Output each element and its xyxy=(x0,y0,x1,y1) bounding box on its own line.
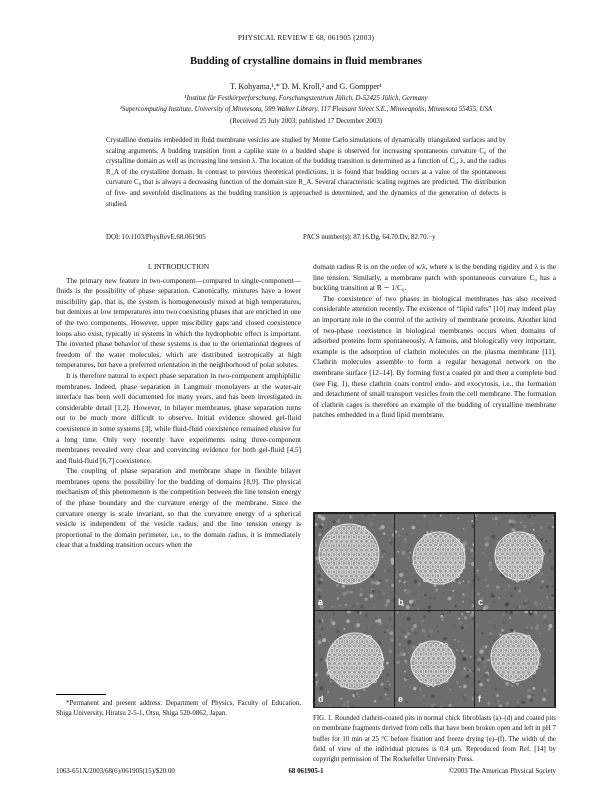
figure-1 xyxy=(313,512,556,796)
footnote: *Permanent and present address: Department of Physics, Faculty of Education, Shiga University, Hiratsu 2-5-1, Otsu, Shiga 520-0862, Japan. xyxy=(56,700,301,718)
micrograph-panel-e xyxy=(395,611,474,707)
panel-label: c xyxy=(478,597,484,607)
doi: DOI: 10.1103/PhysRevE.68.061905 xyxy=(106,234,206,241)
micrograph-panel-c xyxy=(475,514,554,610)
paragraph: The primary new feature in two-component—compared to single-component—fluids is the possibility of phase separation. Canonically, mixtures have a lower miscibility gap, that is, the system is homogeneously mixed at high temperatures, but demixes at low temperatures into two coexisting phases that are enriched in one of the two components. However, upper miscibility gaps and closed coexistence loops also exist, typically in systems in which the hydrophobic effect is important. The inverted phase behavior of these systems is due to the orientational degrees of freedom of the water molecules, which are distributed isotropically at high temperatures, but have a preferred orientation in the neighborhood of polar solutes. xyxy=(56,275,301,370)
affiliation-1: ¹Institut für Festkörperforschung, Forschungszentrum Jülich, D-52425 Jülich, Germany xyxy=(184,95,428,102)
clathrin-pit-image xyxy=(395,611,474,707)
author-list: T. Kohyama,¹,* D. M. Kroll,² and G. Gompper¹ xyxy=(230,82,382,91)
affiliation-2: ²Supercomputing Institute, University of Minnesota, 599 Walter Library, 117 Pleasant Street S.E., Minneapolis, Minnesota 55455, USA xyxy=(119,106,493,113)
micrograph-panel-d xyxy=(315,611,394,707)
micrograph-grid xyxy=(313,512,556,708)
clathrin-pit-image xyxy=(475,514,554,610)
micrograph-panel-b xyxy=(395,514,474,610)
footnote-divider xyxy=(56,694,106,695)
paragraph: The coupling of phase separation and membrane shape in flexible bilayer membranes opens the possibility for the budding of domains [8,9]. The physical mechanism of this phenomenon is the competition between the line tension energy of the phase boundary and the curvature energy of the membrane. Since the curvature energy is scale invariant, so that the curvature energy of a spherical vesicle is independent of the vesicle radius, and the line tension energy is proportional to the domain perimeter, i.e., to the domain radius, it is immediately clear that a budding transition occurs when the xyxy=(56,466,301,550)
panel-label: a xyxy=(318,597,324,607)
micrograph-panel-f xyxy=(475,611,554,707)
abstract: Crystalline domains embedded in fluid membrane vesicles are studied by Monte Carlo simulations of dynamically triangulated surfaces and by scaling arguments. A budding transition from a caplike state to a budded shape is observed for increasing spontaneous curvature C₀ of the crystalline domain as well as increasing line tension λ. The location of the budding transition is determined as a function of C₀, λ, and the radius R_A of the crystalline domain. In contrast to previous theoretical predictions, it is found that budding occurs at a value of the spontaneous curvature C₀ that is always a decreasing function of the domain size R_A. Several characteristic scaling regimes are predicted. The distribution of five- and sevenfold disclinations as the budding transition is approached is determined, and the dynamics of the generation of defects is studied. xyxy=(106,137,506,208)
paper-title: Budding of crystalline domains in fluid membranes xyxy=(190,56,422,67)
panel-label: d xyxy=(318,694,324,704)
panel-label: b xyxy=(398,597,404,607)
section-heading: I. INTRODUCTION xyxy=(147,262,210,271)
figure-caption: FIG. 1. Rounded clathrin-coated pits in normal chick fibroblasts (a)–(d) and coated pits on membrane fragments derived from cells that have been broken open and left in pH 7 buffer for 10 min at 25 °C before fixation and freeze drying (e)–(f). The width of the field of view of the individual pictures is 0.4 μm. Reproduced from Ref. [14] by copyright permission of The Rockefeller University Press. xyxy=(313,715,556,764)
paragraph: domain radius R is on the order of κ/λ, where κ is the bending rigidity and λ is the line tension. Similarly, a membrane patch with spontaneous curvature C₀ has a buckling transition at R ∼ 1/C₀. xyxy=(313,262,556,293)
journal-header: PHYSICAL REVIEW E 68, 061905 (2003) xyxy=(237,33,375,42)
micrograph-panel-a xyxy=(315,514,394,610)
paragraph: The coexistence of two phases in biological membranes has also received considerable attention recently. The existence of “lipid rafts” [10] may indeed play an important role in the control of the activity of membrane proteins. Another kind of two-phase coexistence in biological membranes occurs when domains of adsorbed proteins form spontaneously. A famous, and biologically very important, example is the adsorption of clathrin molecules on the plasma membrane [11]. Clathrin molecules assemble to form a regular hexagonal network on the membrane surface [12–14]. By forming first a coated pit and then a complete bud (see Fig. 1), these clathrin coats control endo- and exocytosis, i.e., the formation and detachment of small transport vesicles from the cell membrane. The formation of clathrin cages is therefore an example of the budding of crystalline membrane patches embedded in a fluid lipid membrane. xyxy=(313,293,556,420)
footer-copyright: ©2003 The American Physical Society xyxy=(448,768,556,775)
clathrin-pit-image xyxy=(475,611,554,707)
clathrin-pit-image xyxy=(315,611,394,707)
footer-issn: 1063-651X/2003/68(6)/061905(15)/$20.00 xyxy=(56,768,175,775)
pacs-numbers: PACS number(s): 87.16.Dg, 64.70.Dv, 82.70.−y xyxy=(303,234,436,241)
footer-page-number: 68 061905-1 xyxy=(288,768,324,775)
left-column xyxy=(56,262,301,551)
right-column xyxy=(313,262,556,421)
panel-label: e xyxy=(398,694,404,704)
received-dates: (Received 25 July 2003; published 17 December 2003) xyxy=(229,118,383,125)
panel-label: f xyxy=(478,694,481,704)
paragraph: It is therefore natural to expect phase separation in two-component amphiphilic membranes. Indeed, phase separation in Langmuir monolayers at the water-air interface has been well documented for many years, and has been investigated in considerable detail [1,2]. However, in bilayer membranes, phase separation turns out to be much more difficult to observe. Initial evidence showed gel-fluid coexistence in some systems [3], while fluid-fluid coexistence remained elusive for a long time. Only very recently have experiments using three-component membranes revealed very clear and convincing evidence for both gel-fluid [4,5] and fluid-fluid [6,7] coexistence. xyxy=(56,370,301,465)
clathrin-pit-image xyxy=(395,514,474,610)
clathrin-pit-image xyxy=(315,514,394,610)
